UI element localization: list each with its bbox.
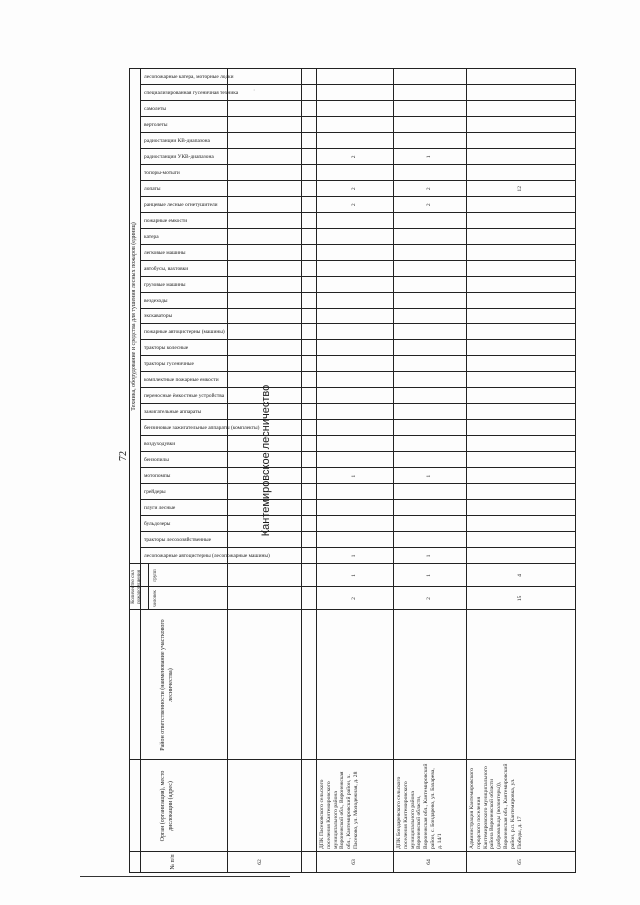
row-equipment-value: 1 bbox=[350, 554, 357, 558]
row-equipment-value: 1 bbox=[350, 474, 357, 478]
header-units: Количество сил пожаротушения bbox=[131, 570, 142, 604]
equipment-column-title: переносные ёмкостные устройства bbox=[144, 393, 225, 400]
equipment-column-title: лопаты bbox=[144, 185, 161, 192]
equipment-column-title: мотопомпы bbox=[144, 473, 171, 480]
fire-resources-table bbox=[129, 68, 576, 873]
equipment-column-rule bbox=[140, 148, 575, 149]
header-area: Район ответственности (наименование участкового лесничества) bbox=[160, 619, 174, 751]
row-equipment-value: 1 bbox=[425, 155, 432, 159]
footnote-rule bbox=[80, 876, 290, 877]
equipment-column-rule bbox=[140, 419, 575, 420]
equipment-column-title: лесопожарные катера, моторные лодки bbox=[144, 73, 234, 80]
equipment-column-rule bbox=[140, 276, 575, 277]
equipment-column-rule bbox=[140, 403, 575, 404]
equipment-column-rule bbox=[140, 308, 575, 309]
row-equipment-value: 2 bbox=[350, 187, 357, 191]
row-equipment-value: 1 bbox=[425, 474, 432, 478]
equipment-column-title: ранцевые лесные огнетушители bbox=[144, 201, 218, 208]
column-rule bbox=[130, 609, 575, 610]
equipment-column-title: катера bbox=[144, 233, 159, 240]
row-number: 65 bbox=[516, 859, 523, 865]
equipment-column-rule bbox=[140, 339, 575, 340]
row-rule bbox=[316, 69, 317, 872]
section-title: Кантемировское лесничество bbox=[260, 384, 272, 537]
equipment-column-rule bbox=[140, 244, 575, 245]
equipment-column-rule bbox=[140, 84, 575, 85]
equipment-column-title: бензопилы bbox=[144, 457, 169, 464]
equipment-column-title: комплектные пожарные емкости bbox=[144, 377, 219, 384]
row-groups: 1 bbox=[425, 574, 432, 577]
equipment-column-title: бензиновые зажигательные аппараты (комплекты) bbox=[144, 425, 260, 432]
equipment-column-title: плуги лесные bbox=[144, 505, 176, 512]
row-number: 64 bbox=[425, 859, 432, 865]
equipment-column-rule bbox=[140, 116, 575, 117]
equipment-column-title: вертолеты bbox=[144, 121, 168, 128]
row-organization: ДПК Пасековского сельского поселения Кантемировского муниципального района Воронежской обл., Воронежская обл., Кантемировский район, х. Пасеково, ул. Молодежная, д. 28 bbox=[319, 771, 359, 849]
equipment-column-rule bbox=[140, 531, 575, 532]
equipment-column-rule bbox=[140, 323, 575, 324]
equipment-column-title: тракторы гусеничные bbox=[144, 361, 194, 368]
equipment-column-rule bbox=[140, 435, 575, 436]
equipment-column-title: грузовые машины bbox=[144, 281, 186, 288]
row-equipment-value: 2 bbox=[350, 203, 357, 207]
row-organization: ДПК Бондаревского сельского поселения Кантемировского муниципального района Воронежской области, Воронежская обл., Кантемировский район, с. Бондарево, ул. Бахарева, д. 14/1 bbox=[396, 763, 443, 849]
equipment-column-title: тракторы колесные bbox=[144, 345, 189, 352]
equipment-column-title: вездеходы bbox=[144, 297, 168, 304]
header-equipment: Техника, оборудование и средства для тушения лесных пожаров (единиц) bbox=[131, 222, 137, 411]
equipment-column-title: топоры-мотыги bbox=[144, 169, 180, 176]
equipment-column-title: экскаваторы bbox=[144, 313, 173, 320]
header-bottom-rule bbox=[227, 69, 228, 872]
equipment-column-rule bbox=[140, 355, 575, 356]
column-rule bbox=[130, 851, 575, 852]
row-people: 2 bbox=[425, 597, 432, 600]
equipment-column-title: легковые машины bbox=[144, 249, 186, 256]
header-people: человек bbox=[153, 590, 158, 607]
equipment-column-title: пожарные автоцистерны (машины) bbox=[144, 329, 225, 336]
equipment-column-rule bbox=[140, 387, 575, 388]
row-equipment-value: 12 bbox=[516, 185, 523, 192]
header-number: № п/п bbox=[170, 854, 176, 870]
equipment-column-title: самолеты bbox=[144, 105, 166, 112]
equipment-column-title: грейдеры bbox=[144, 489, 166, 496]
counts-subheader-rule bbox=[148, 564, 149, 610]
section-row-number: 62 bbox=[257, 859, 263, 865]
equipment-column-rule bbox=[140, 371, 575, 372]
header-rule bbox=[140, 69, 141, 872]
equipment-column-rule bbox=[140, 467, 575, 468]
page-number: 72 bbox=[118, 451, 129, 461]
row-organization: Администрация Кантемировского городского поселения Кантемировского муниципального района Воронежской области (добровольцы (волонтеры)), Воронежская обл., Кантемировский район, р.п. Кантемировка, ул. Победы, д. 17 bbox=[469, 763, 523, 849]
header-groups: групп bbox=[153, 569, 158, 582]
equipment-column-rule bbox=[140, 547, 575, 548]
equipment-column-title: радиостанции КВ-диапазона bbox=[144, 137, 210, 144]
equipment-column-title: тракторы лесохозяйственные bbox=[144, 537, 211, 544]
equipment-column-rule bbox=[140, 132, 575, 133]
column-rule bbox=[130, 759, 575, 760]
equipment-column-rule bbox=[140, 100, 575, 101]
equipment-column-title: пожарные емкости bbox=[144, 217, 188, 224]
row-equipment-value: 2 bbox=[350, 155, 357, 159]
equipment-column-title: автобусы, вахтовки bbox=[144, 265, 189, 272]
equipment-column-rule bbox=[140, 292, 575, 293]
equipment-column-rule bbox=[140, 212, 575, 213]
equipment-column-title: радиостанции УКВ-диапазона bbox=[144, 153, 214, 160]
row-number: 63 bbox=[350, 859, 357, 865]
equipment-column-rule bbox=[140, 499, 575, 500]
equipment-column-title: специализированная гусеничная техника bbox=[144, 89, 239, 96]
row-groups: 4 bbox=[516, 574, 523, 577]
equipment-column-rule bbox=[140, 451, 575, 452]
equipment-column-rule bbox=[140, 196, 575, 197]
column-rule bbox=[130, 586, 575, 587]
equipment-column-rule bbox=[140, 228, 575, 229]
row-people: 2 bbox=[350, 597, 357, 600]
row-people: 15 bbox=[516, 595, 523, 602]
equipment-column-title: зажигательные аппараты bbox=[144, 409, 202, 416]
equipment-column-rule bbox=[140, 180, 575, 181]
row-equipment-value: 1 bbox=[425, 554, 432, 558]
equipment-column-title: бульдозеры bbox=[144, 521, 171, 528]
equipment-column-rule bbox=[140, 483, 575, 484]
equipment-column-rule bbox=[140, 164, 575, 165]
equipment-column-title: воздуходувки bbox=[144, 441, 176, 448]
row-rule bbox=[393, 69, 394, 872]
row-groups: 1 bbox=[350, 574, 357, 577]
equipment-column-rule bbox=[140, 260, 575, 261]
stray-mark: · bbox=[252, 89, 258, 91]
row-rule bbox=[466, 69, 467, 872]
header-organization: Орган (организация), место дислокации (адрес) bbox=[160, 770, 174, 842]
equipment-column-rule bbox=[140, 515, 575, 516]
row-rule bbox=[301, 69, 302, 872]
row-equipment-value: 2 bbox=[425, 203, 432, 207]
row-equipment-value: 2 bbox=[425, 187, 432, 191]
equipment-column-title: лесопожарные автоцистерны (лесопожарные машины) bbox=[144, 553, 270, 560]
